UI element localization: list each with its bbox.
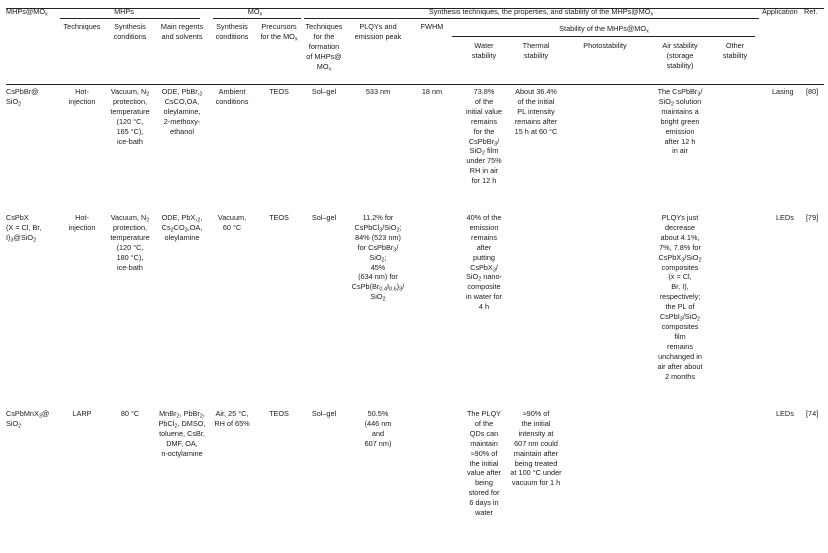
header-techniques-formation: Techniques for the formation of MHPs@ $MO_x$ bbox=[305, 22, 343, 73]
table-row-2-conditions: Vacuum, $N_2$ protection, temperature (120 °C, 180 °C), ice-bath bbox=[110, 213, 150, 272]
table-row-1-mo-synthesis: Ambient conditions bbox=[215, 87, 249, 106]
table-row-3-plqy: 50.5% (446 nm and 607 nm) bbox=[364, 409, 392, 448]
table-row-3-conditions: 80 °C bbox=[120, 409, 140, 418]
header-water-stability: Water stability bbox=[471, 41, 497, 60]
table-row-3-thermal: ≈90% of the initial intensity at 607 nm could maintain after being treated at 100 °C under vacuum for 1 h bbox=[510, 409, 562, 488]
table-row-1-air: The CsPbBr$_3$/ SiO$_2$ solution maintains a bright green emission after 12 h in air bbox=[657, 87, 703, 156]
table-row-1-technique: Hot- injection bbox=[68, 87, 96, 106]
table-row-2-technique: Hot- injection bbox=[68, 213, 96, 232]
header-techniques: Techniques bbox=[63, 22, 101, 31]
header-precursors: Precursors for the $MO_x$ bbox=[260, 22, 298, 43]
header-mhps: MHPs bbox=[114, 7, 134, 16]
header-photostability: Photostability bbox=[583, 41, 627, 50]
table-row-1-application: Lasing bbox=[772, 87, 794, 96]
table-row-2-application: LEDs bbox=[776, 213, 794, 222]
header-other-stability: Other stability bbox=[722, 41, 748, 60]
table-row-3-water: The PLQY of the QDs can maintain ≈90% of the initial value after being stored for 6 days in water bbox=[466, 409, 502, 518]
header-bottom-rule bbox=[6, 84, 824, 85]
table-row-1-material: CsPbBr@ SiO$_2$ bbox=[6, 87, 39, 108]
table-row-1-water: 73.8% of the initial value remains for the CsPbBr$_3$/ SiO$_2$ film under 75% RH in air for 12 h bbox=[465, 87, 503, 186]
table-row-3-formation: Sol–gel bbox=[311, 409, 337, 418]
table-row-3-ref: [74] bbox=[806, 409, 819, 418]
header-mox: $MO_x$ bbox=[247, 7, 263, 18]
table-row-2-material: CsPbX (X = Cl, Br, $I)_3@SiO_2$ bbox=[6, 213, 42, 244]
table-row-1-thermal: About 36.4% of the initial PL intensity remains after 15 h at 60 °C bbox=[514, 87, 558, 136]
table-row-2-air: PLQYs just decrease about 4.1%, 7%, 7.8% for CsPbX$_3$/SiO$_2$ composites (x = Cl, Br, I), respectively; the PL of CsPbI$_3$/SiO$_2$ composites film remains unchanged in air after about 2 months bbox=[657, 213, 703, 381]
table-row-1-regents: ODE, $PbBr,_2$ CsCO,OA, oleylamine, 2-methoxy- ethanol bbox=[161, 87, 203, 136]
header-stability-group: Stability of the $MHPs@MO_x$ bbox=[559, 24, 649, 35]
header-ref: Ref. bbox=[804, 7, 818, 16]
mhps-group-rule bbox=[60, 18, 200, 19]
header-mhps-mox: $MHPs@MO_x$ bbox=[6, 7, 48, 18]
table-row-3-mo-synthesis: Air, 25 °C, RH of 65% bbox=[214, 409, 250, 428]
table-row-1-precursor: TEOS bbox=[269, 87, 289, 96]
header-synthesis-conditions: Synthesis conditions bbox=[113, 22, 147, 41]
header-thermal-stability: Thermal stability bbox=[522, 41, 550, 60]
table-row-2-precursor: TEOS bbox=[269, 213, 289, 222]
table-row-2-regents: ODE, $PbX,_2$, $Cs_2CO_3,OA$, oleylamine bbox=[161, 213, 203, 242]
table-row-2-ref: [79] bbox=[806, 213, 819, 222]
table-row-1-plqy: 533 nm bbox=[365, 87, 391, 96]
table-row-1-fwhm: 18 nm bbox=[421, 87, 443, 96]
table-row-3-technique: LARP bbox=[72, 409, 92, 418]
table-row-3-application: LEDs bbox=[776, 409, 794, 418]
mox-group-rule bbox=[213, 18, 301, 19]
header-plqys: PLQYs and emission peak bbox=[354, 22, 402, 41]
table-row-1-ref: [80] bbox=[806, 87, 819, 96]
header-main-regents: Main regents and solvents bbox=[160, 22, 204, 41]
header-synthesis-group: Synthesis techniques, the properties, and stability of the $MHPs@MO_x$ bbox=[428, 7, 654, 18]
header-air-stability: Air stability (storage stability) bbox=[662, 41, 698, 70]
table-row-3-regents: MnBr$_2$, PbBr$_2$, PbCl$_2$, DMSO, toluene, CsBr, DMF, OA, n-octylamine bbox=[158, 409, 206, 458]
synthesis-group-rule bbox=[304, 18, 759, 19]
stability-group-rule bbox=[452, 36, 755, 37]
table-row-3-precursor: TEOS bbox=[269, 409, 289, 418]
header-fwhm: FWHM bbox=[420, 22, 444, 31]
table-row-1-conditions: Vacuum, $N_2$ protection, temperature (120 °C, 165 °C), ice-bath bbox=[110, 87, 150, 146]
table-row-2-formation: Sol–gel bbox=[311, 213, 337, 222]
table-row-1-formation: Sol–gel bbox=[311, 87, 337, 96]
header-mox-synthesis-conditions: Synthesis conditions bbox=[215, 22, 249, 41]
table-row-2-water: 40% of the emission remains after putting CsPbX$_3$/ SiO$_2$ nano- composite in water for 4 h bbox=[465, 213, 503, 312]
header-application: Application bbox=[762, 7, 798, 16]
table-row-2-plqy: 11.2% for CsPbCl$_3$/SiO$_2$; 84% (523 nm) for CsPbBr$_3$/ SiO$_2$; 45% (634 nm) for $CsPb(Br_{0.4}I_{0.6})_3/$ SiO$_2$ bbox=[351, 213, 405, 303]
table-row-2-mo-synthesis: Vacuum, 60 °C bbox=[217, 213, 247, 232]
table-row-3-material: CsPbMnX$_3$@ SiO$_2$ bbox=[6, 409, 50, 430]
